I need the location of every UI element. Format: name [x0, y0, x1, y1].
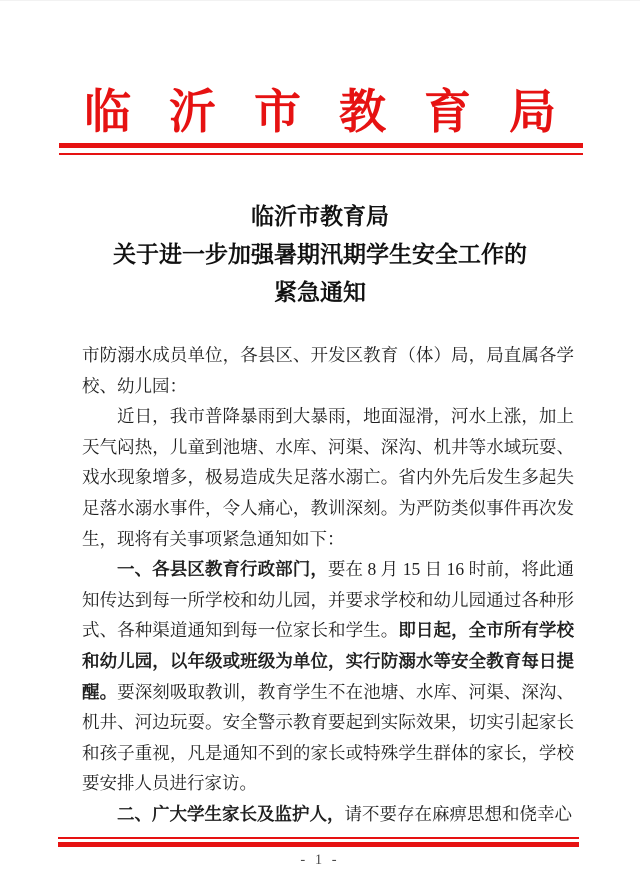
- body-text-run: 近日，我市普降暴雨到大暴雨，地面湿滑，河水上涨，加上天气闷热，儿童到池塘、水库、河渠、深沟、机井等水域玩耍、戏水现象增多，极易造成失足落水溺亡。省内外先后发生多起失足落水溺水事件，令人痛心，教训深刻。为严防类似事件再次发生，现将有关事项紧急通知如下：: [82, 406, 574, 549]
- body-text-run: 市防溺水成员单位，各县区、开发区教育（体）局，局直属各学校、幼儿园：: [82, 345, 574, 396]
- page-number: - 1 -: [300, 852, 340, 868]
- title-line-agency: 临沂市教育局: [251, 204, 389, 229]
- separator-thick-line: [59, 143, 583, 148]
- body-paragraph: [82, 340, 574, 401]
- emphasis-text-run: 即日起，全市所有学校和幼儿园，以年级或班级为单位，实行防溺水等安全教育每日提醒。: [82, 620, 574, 702]
- title-line-subject: 关于进一步加强暑期汛期学生安全工作的: [113, 242, 527, 267]
- agency-masthead: 临沂市教育局: [84, 87, 594, 139]
- separator-thick-line: [58, 842, 579, 847]
- body-paragraph: [82, 799, 574, 830]
- emphasis-text-run: 二、广大学生家长及监护人，: [117, 803, 345, 824]
- separator-thin-line: [58, 837, 579, 839]
- body-text-run: 请不要存在麻痹思想和侥幸心: [344, 803, 572, 824]
- document-title: [70, 198, 570, 312]
- emphasis-text-run: 一、各县区教育行政部门，: [117, 559, 328, 580]
- masthead-separator: [59, 143, 583, 155]
- separator-thin-line: [59, 153, 583, 155]
- body-paragraph: [82, 554, 574, 799]
- document-body: [82, 340, 574, 832]
- body-paragraph: [82, 401, 574, 554]
- body-text-run: 要在 8 月 15 日 16 时前，将此通知传达到每一所学校和幼儿园，并要求学校和幼儿园通过各种形式、各种渠道通知到每一位家长和学生。: [82, 559, 574, 641]
- footer-separator: [58, 837, 579, 847]
- title-line-notice: 紧急通知: [274, 280, 366, 305]
- body-text-run: 要深刻吸取教训，教育学生不在池塘、水库、河渠、深沟、机井、河边玩耍。安全警示教育要起到实际效果，切实引起家长和孩子重视，凡是通知不到的家长或特殊学生群体的家长，学校要安排人员进行家访。: [82, 681, 574, 794]
